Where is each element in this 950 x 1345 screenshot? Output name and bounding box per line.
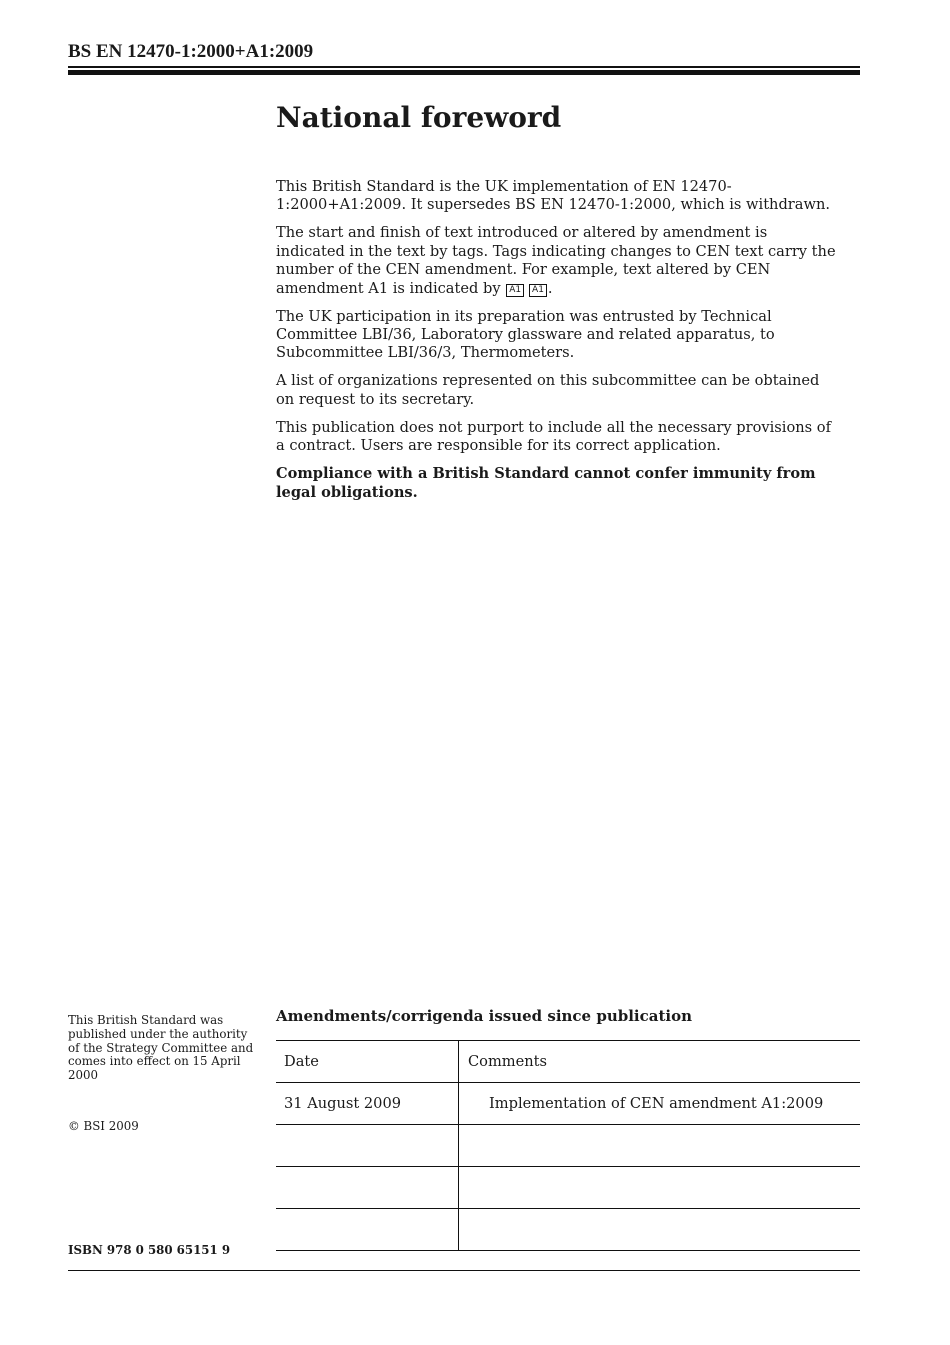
paragraph-compliance: Compliance with a British Standard cannot confer immunity from legal obligations. xyxy=(276,465,816,501)
column-header-date: Date xyxy=(276,1041,459,1083)
paragraph-amendment-tags-end: . xyxy=(547,279,553,297)
publication-note: This British Standard was published under the authority of the Strategy Committee and comes into effect on 15 April 2000 xyxy=(68,1013,254,1083)
table-row xyxy=(276,1167,860,1209)
paragraph-organizations: A list of organizations represented on this subcommittee can be obtained on request to its secretary. xyxy=(276,372,820,408)
amendments-heading: Amendments/corrigenda issued since publication xyxy=(276,1007,692,1025)
isbn: ISBN 978 0 580 65151 9 xyxy=(68,1243,231,1257)
amendment-date xyxy=(276,1167,459,1209)
amendment-comment xyxy=(459,1209,861,1251)
header-rule-thin xyxy=(68,66,860,68)
paragraph-amendment-tags-text: The start and finish of text introduced or altered by amendment is indicated in the text by tags. Tags indicating changes to CEN text carry the number of the CEN amendment. For example, text altered by CEN amendment A1 is indicated by xyxy=(276,224,836,297)
paragraph-implementation: This British Standard is the UK implementation of EN 12470-1:2000+A1:2009. It supersedes BS EN 12470-1:2000, which is withdrawn. xyxy=(276,178,831,214)
amendments-table xyxy=(276,1040,860,1251)
amendment-date xyxy=(276,1125,459,1167)
page-title: National foreword xyxy=(276,101,562,134)
amendment-date: 31 August 2009 xyxy=(276,1083,459,1125)
table-row xyxy=(276,1125,860,1167)
paragraph-amendment-tags xyxy=(276,224,836,298)
amendment-tag-open-icon: A1 xyxy=(506,284,524,297)
copyright-notice: © BSI 2009 xyxy=(68,1119,139,1133)
table-row xyxy=(276,1083,860,1125)
table-row xyxy=(276,1209,860,1251)
paragraph-contract: This publication does not purport to include all the necessary provisions of a contract. Users are responsible for its correct application. xyxy=(276,418,831,455)
column-header-comments: Comments xyxy=(459,1041,861,1083)
foreword-body xyxy=(276,178,836,512)
header-rule-thick xyxy=(68,70,860,75)
amendment-comment xyxy=(459,1167,861,1209)
paragraph-committee: The UK participation in its preparation was entrusted by Technical Committee LBI/36, Laboratory glassware and related apparatus, to Subcommittee LBI/36/3, Thermometers. xyxy=(276,307,775,362)
amendment-date xyxy=(276,1209,459,1251)
footer-rule xyxy=(68,1270,860,1271)
document-reference: BS EN 12470-1:2000+A1:2009 xyxy=(68,41,314,62)
amendment-tag-close-icon: A1 xyxy=(529,284,547,297)
amendment-comment: Implementation of CEN amendment A1:2009 xyxy=(459,1083,861,1125)
table-header-row xyxy=(276,1041,860,1083)
amendment-comment xyxy=(459,1125,861,1167)
